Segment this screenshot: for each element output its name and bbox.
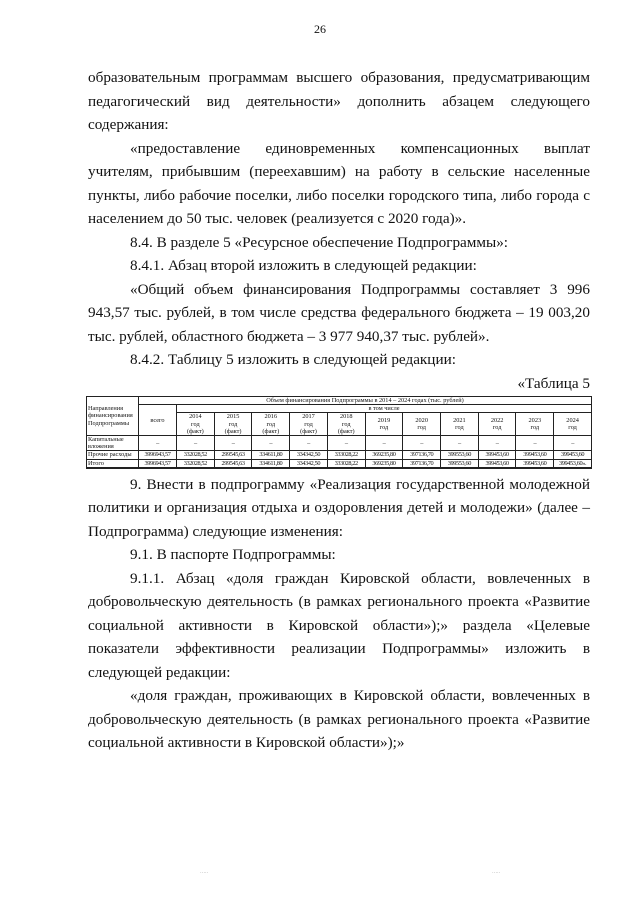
year-header-line: 2022: [490, 417, 504, 424]
table-cell: –: [554, 436, 592, 451]
year-header: [441, 413, 479, 436]
financing-table: [86, 396, 592, 469]
table-cell: 399553,60: [441, 459, 479, 468]
year-header: [365, 413, 403, 436]
table-cell: 399453,60: [516, 451, 554, 459]
table-cell: 369235,80: [365, 459, 403, 468]
paragraph: 9. Внести в подпрограмму «Реализация государственной молодежной политики и организация отдыха и оздоровления детей и молодежи» (далее – Подпрограмма) следующие изменения:: [88, 475, 590, 540]
paragraph: «Общий объем финансирования Подпрограммы составляет 3 996 943,57 тыс. рублей, в том числе средства федерального бюджета – 19 003,20 тыс. рублей, областного бюджета – 3 977 940,37 тыс. рублей».: [88, 280, 590, 345]
table-cell: –: [327, 436, 365, 451]
table-cell: –: [441, 436, 479, 451]
year-header-line: (факт): [262, 427, 280, 435]
table-cell: 399453,60: [478, 451, 516, 459]
table-cell: –: [403, 436, 441, 451]
year-header-line: 2024: [566, 417, 579, 424]
table-cell: 332028,52: [177, 451, 215, 459]
year-header-line: год: [341, 420, 351, 428]
year-header-line: 2019: [377, 417, 391, 424]
document-body: [88, 66, 590, 755]
page-number: 26: [314, 22, 326, 36]
year-header: [252, 413, 290, 436]
table-cell: 399453,60: [516, 459, 554, 468]
paragraph: «предоставление единовременных компенсационных выплат учителям, прибывшим (переехавшим) на работу в сельские населенные пункты, либо рабочие поселки, либо поселки городского типа, либо города с населением до 50 тыс. человек (реализуется с 2020 года)».: [88, 139, 590, 227]
direction-header: Направления финансирования Подпрограммы: [87, 397, 139, 436]
year-header: [290, 413, 328, 436]
table-row: [87, 451, 592, 459]
table-cell: –: [214, 436, 252, 451]
table-cell: 369235,80: [365, 451, 403, 459]
table-cell: 399453,60».: [554, 459, 592, 468]
volume-header: Объем финансирования Подпрограммы в 2014 – 2024 годах (тыс. рублей): [139, 397, 592, 405]
year-header-line: год: [455, 424, 464, 432]
year-header-line: год: [191, 420, 200, 428]
year-header-line: год: [530, 424, 540, 432]
table-cell: 399553,60: [441, 451, 479, 459]
year-header-line: 2023: [528, 417, 542, 424]
year-header-line: год: [417, 424, 426, 432]
footer-mark-right: ·····: [492, 871, 501, 876]
table-cell: 399453,60: [478, 459, 516, 468]
year-header-line: 2021: [453, 417, 466, 424]
row-label: Прочие расходы: [87, 451, 139, 459]
table-row: [87, 459, 592, 468]
paragraphs-before-table: [88, 66, 590, 372]
table-cell: 399453,60: [554, 451, 592, 459]
table-cell: –: [478, 436, 516, 451]
paragraph: 9.1. В паспорте Подпрограммы:: [130, 546, 336, 564]
table-cell: –: [252, 436, 290, 451]
table-caption: «Таблица 5: [517, 374, 590, 392]
table-cell: 333028,22: [327, 459, 365, 468]
table-cell: 299545,63: [214, 459, 252, 468]
table-cell: 397136,70: [403, 451, 441, 459]
year-header-line: (факт): [186, 427, 204, 435]
year-header: [214, 413, 252, 436]
year-header: [403, 413, 441, 436]
year-header-line: (факт): [300, 427, 317, 435]
year-header-line: год: [304, 420, 313, 428]
year-header-line: 2015: [226, 413, 240, 421]
year-header-line: (факт): [337, 427, 355, 435]
paragraphs-after-table: [88, 473, 590, 755]
year-header: [516, 413, 554, 436]
year-header: [327, 413, 365, 436]
year-header-line: 2017: [302, 413, 315, 421]
year-header-line: 2018: [339, 413, 353, 421]
table-cell: 3996943,57: [139, 459, 177, 468]
table-cell: –: [177, 436, 215, 451]
row-label: Итого: [87, 459, 139, 468]
table-cell: 334611,80: [252, 459, 290, 468]
year-header-line: (факт): [224, 427, 242, 435]
table-cell: 334611,80: [252, 451, 290, 459]
table-cell: –: [365, 436, 403, 451]
table-cell: –: [139, 436, 177, 451]
year-header-line: год: [228, 420, 238, 428]
year-header-line: 2014: [189, 413, 202, 421]
paragraph: «доля граждан, проживающих в Кировской области, вовлеченных в добровольческую деятельность (в рамках регионального проекта «Развитие социальной активности в Кировской области»);»: [88, 687, 590, 752]
table-cell: 397136,70: [403, 459, 441, 468]
table-cell: 332028,52: [177, 459, 215, 468]
year-header-line: год: [492, 424, 502, 432]
paragraph: 8.4. В разделе 5 «Ресурсное обеспечение Подпрограммы»:: [130, 233, 509, 251]
year-header: [177, 413, 215, 436]
paragraph: образовательным программам высшего образования, предусматривающим педагогический вид деятельности» дополнить абзацем следующего содержания:: [88, 69, 590, 133]
table-cell: 334342,50: [290, 451, 328, 459]
total-header: всего: [139, 405, 177, 436]
table-cell: 334342,50: [290, 459, 328, 468]
year-header: [478, 413, 516, 436]
year-header-line: год: [379, 424, 389, 432]
year-header: [554, 413, 592, 436]
paragraph: 9.1.1. Абзац «доля граждан Кировской области, вовлеченных в добровольческую деятельность (в рамках регионального проекта «Развитие социальной активности в Кировской области»);» раздела «Целевые показатели эффективности реализации Подпрограммы» изложить в следующей редакции:: [88, 569, 590, 681]
year-header-line: год: [266, 420, 276, 428]
table-cell: –: [516, 436, 554, 451]
table-body: [87, 436, 592, 468]
table-row: [87, 436, 592, 451]
year-header-line: год: [568, 424, 577, 432]
year-header-line: 2016: [264, 413, 278, 421]
table-cell: 3996943,57: [139, 451, 177, 459]
footer-mark-left: ·····: [200, 871, 209, 876]
table-cell: –: [290, 436, 328, 451]
row-label: Капитальные вложения: [87, 436, 139, 451]
table-cell: 333028,22: [327, 451, 365, 459]
paragraph: 8.4.1. Абзац второй изложить в следующей редакции:: [130, 257, 477, 274]
year-header-line: 2020: [415, 417, 428, 424]
table-cell: 299545,63: [214, 451, 252, 459]
paragraph: 8.4.2. Таблицу 5 изложить в следующей редакции:: [130, 351, 456, 368]
including-header: в том числе: [177, 405, 592, 413]
